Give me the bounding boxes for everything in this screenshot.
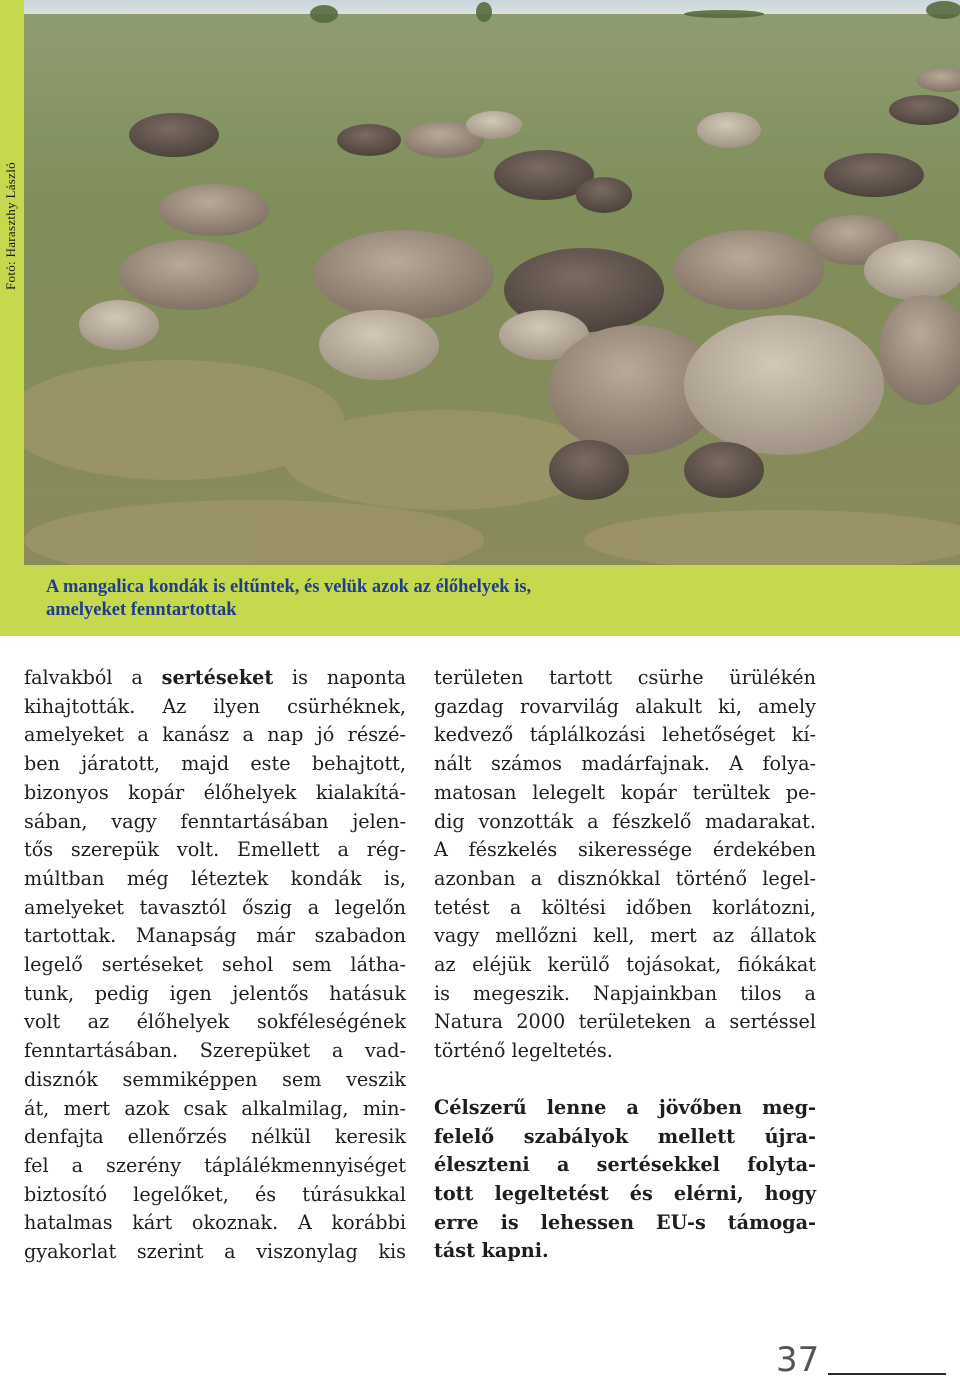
caption-line: A mangalica kondák is eltűntek, és velük azok az élőhelyek is,: [46, 577, 532, 597]
text-line: történő legeltetés.: [434, 1039, 613, 1063]
text-line: fenntartásában. Szerepüket a vad-: [24, 1039, 406, 1063]
text-line: azonban a disznókkal történő legel-: [434, 866, 816, 890]
text-line: [24, 664, 406, 693]
text-line: területen tartott csürhe ürülékén: [434, 666, 816, 689]
text-line: hatalmas kárt okoznak. A korábbi: [24, 1211, 406, 1235]
text-run: is naponta: [273, 666, 406, 689]
text-line: gyakorlat szerint a viszonylag kis: [24, 1240, 406, 1264]
highlight-line: éleszteni a sertésekkel folyta-: [434, 1153, 816, 1177]
text-line: múltban még léteztek kondák is,: [24, 866, 406, 890]
photo-caption: [46, 576, 531, 622]
text-line: ben járatott, majd este behajtott,: [24, 752, 406, 776]
photo-mangalica-herd: [24, 0, 960, 565]
text-line: vagy mellőzni kell, mert az állatok: [434, 924, 816, 948]
text-line: amelyeket a kanász a nap jó részé-: [24, 723, 406, 747]
text-line: fel a szerény táplálékmennyiséget: [24, 1153, 406, 1177]
text-line: tunk, pedig igen jelentős hatásuk: [24, 981, 406, 1005]
caption-bar: [24, 565, 960, 636]
text-line: Natura 2000 területeken a sertéssel: [434, 1010, 816, 1034]
highlight-line: erre is lehessen EU-s támoga-: [434, 1210, 816, 1234]
photo-credit-strip: [0, 0, 24, 636]
keyword-emphasis: sertéseket: [161, 666, 274, 689]
highlight-line: tást kapni.: [434, 1239, 549, 1263]
page-number-rule: [828, 1373, 946, 1375]
caption-line: amelyeket fenntartottak: [46, 600, 237, 620]
text-line: dig vonzották a fészkelő madarakat.: [434, 809, 816, 833]
text-line: kedvező táplálkozási lehetőséget kí-: [434, 723, 816, 747]
body-text-right-column: [434, 664, 816, 1266]
text-line: denfajta ellenőrzés nélkül keresik: [24, 1125, 406, 1149]
text-line: amelyeket tavasztól őszig a legelőn: [24, 895, 406, 919]
text-line: gazdag rovarvilág alakult ki, amely: [434, 694, 816, 718]
text-line: sában, vagy fenntartásában jelen-: [24, 809, 406, 833]
text-line: biztosító legelőket, és túrásukkal: [24, 1182, 406, 1206]
text-line: disznók semmiképpen sem veszik: [24, 1067, 406, 1091]
page-number: 37: [776, 1340, 820, 1380]
text-line: volt az élőhelyek sokféleségének: [24, 1010, 406, 1034]
text-line: tetést a költési időben korlátozni,: [434, 895, 816, 919]
highlight-line: Célszerű lenne a jövőben meg-: [434, 1095, 816, 1119]
text-line: nált számos madárfajnak. A folya-: [434, 752, 816, 776]
text-line: az eléjük kerülő tojásokat, fiókákat: [434, 953, 816, 977]
text-line: legelő sertéseket sehol sem látha-: [24, 953, 406, 977]
text-line: kihajtották. Az ilyen csürhéknek,: [24, 694, 406, 718]
text-line: tartottak. Manapság már szabadon: [24, 924, 406, 948]
body-text-left-column: [24, 664, 406, 1267]
text-line: is megeszik. Napjainkban tilos a: [434, 981, 816, 1005]
highlight-line: felelő szabályok mellett újra-: [434, 1124, 816, 1148]
photo-credit: Fotó: Haraszthy László: [3, 162, 18, 290]
paragraph-gap: [434, 1066, 816, 1094]
text-line: át, mert azok csak alkalmilag, min-: [24, 1096, 406, 1120]
text-line: bizonyos kopár élőhelyek kialakítá-: [24, 780, 406, 804]
highlight-line: tott legeltetést és elérni, hogy: [434, 1181, 816, 1205]
text-line: A fészkelés sikeressége érdekében: [434, 838, 816, 862]
text-line: tős szerepük volt. Emellett a rég-: [24, 838, 406, 862]
text-line: matosan lelegelt kopár terültek pe-: [434, 780, 816, 804]
text-run: falvakból a: [24, 666, 162, 689]
